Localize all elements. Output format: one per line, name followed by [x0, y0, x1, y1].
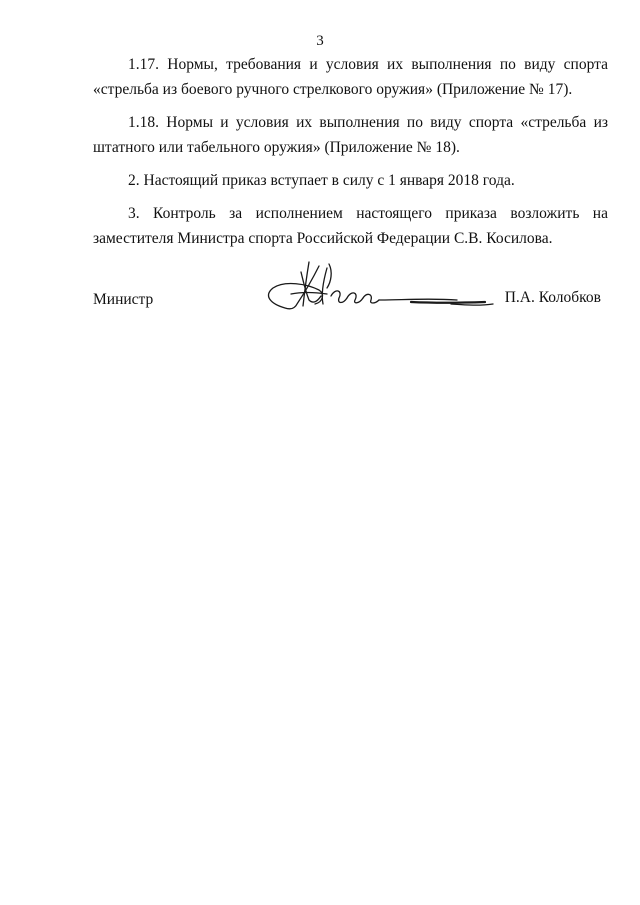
handwritten-signature-icon	[261, 258, 496, 318]
paragraph-1-17: 1.17. Нормы, требования и условия их выполнения по виду спорта «стрельба из боевого ручного стрелкового оружия» (Приложение № 17).	[93, 56, 608, 98]
paragraph-1-18: 1.18. Нормы и условия их выполнения по виду спорта «стрельба из штатного или табельного оружия» (Приложение № 18).	[93, 114, 608, 156]
paragraph-2: 2. Настоящий приказ вступает в силу с 1 января 2018 года.	[128, 172, 515, 189]
paragraph-3: 3. Контроль за исполнением настоящего приказа возложить на заместителя Министра спорта Российской Федерации С.В. Косилова.	[93, 205, 608, 247]
signature-block	[93, 258, 608, 328]
document-body	[93, 52, 608, 259]
page-number: 3	[316, 33, 324, 49]
signatory-title: Министр	[93, 291, 154, 308]
signatory-name: П.А. Колобков	[504, 289, 601, 306]
